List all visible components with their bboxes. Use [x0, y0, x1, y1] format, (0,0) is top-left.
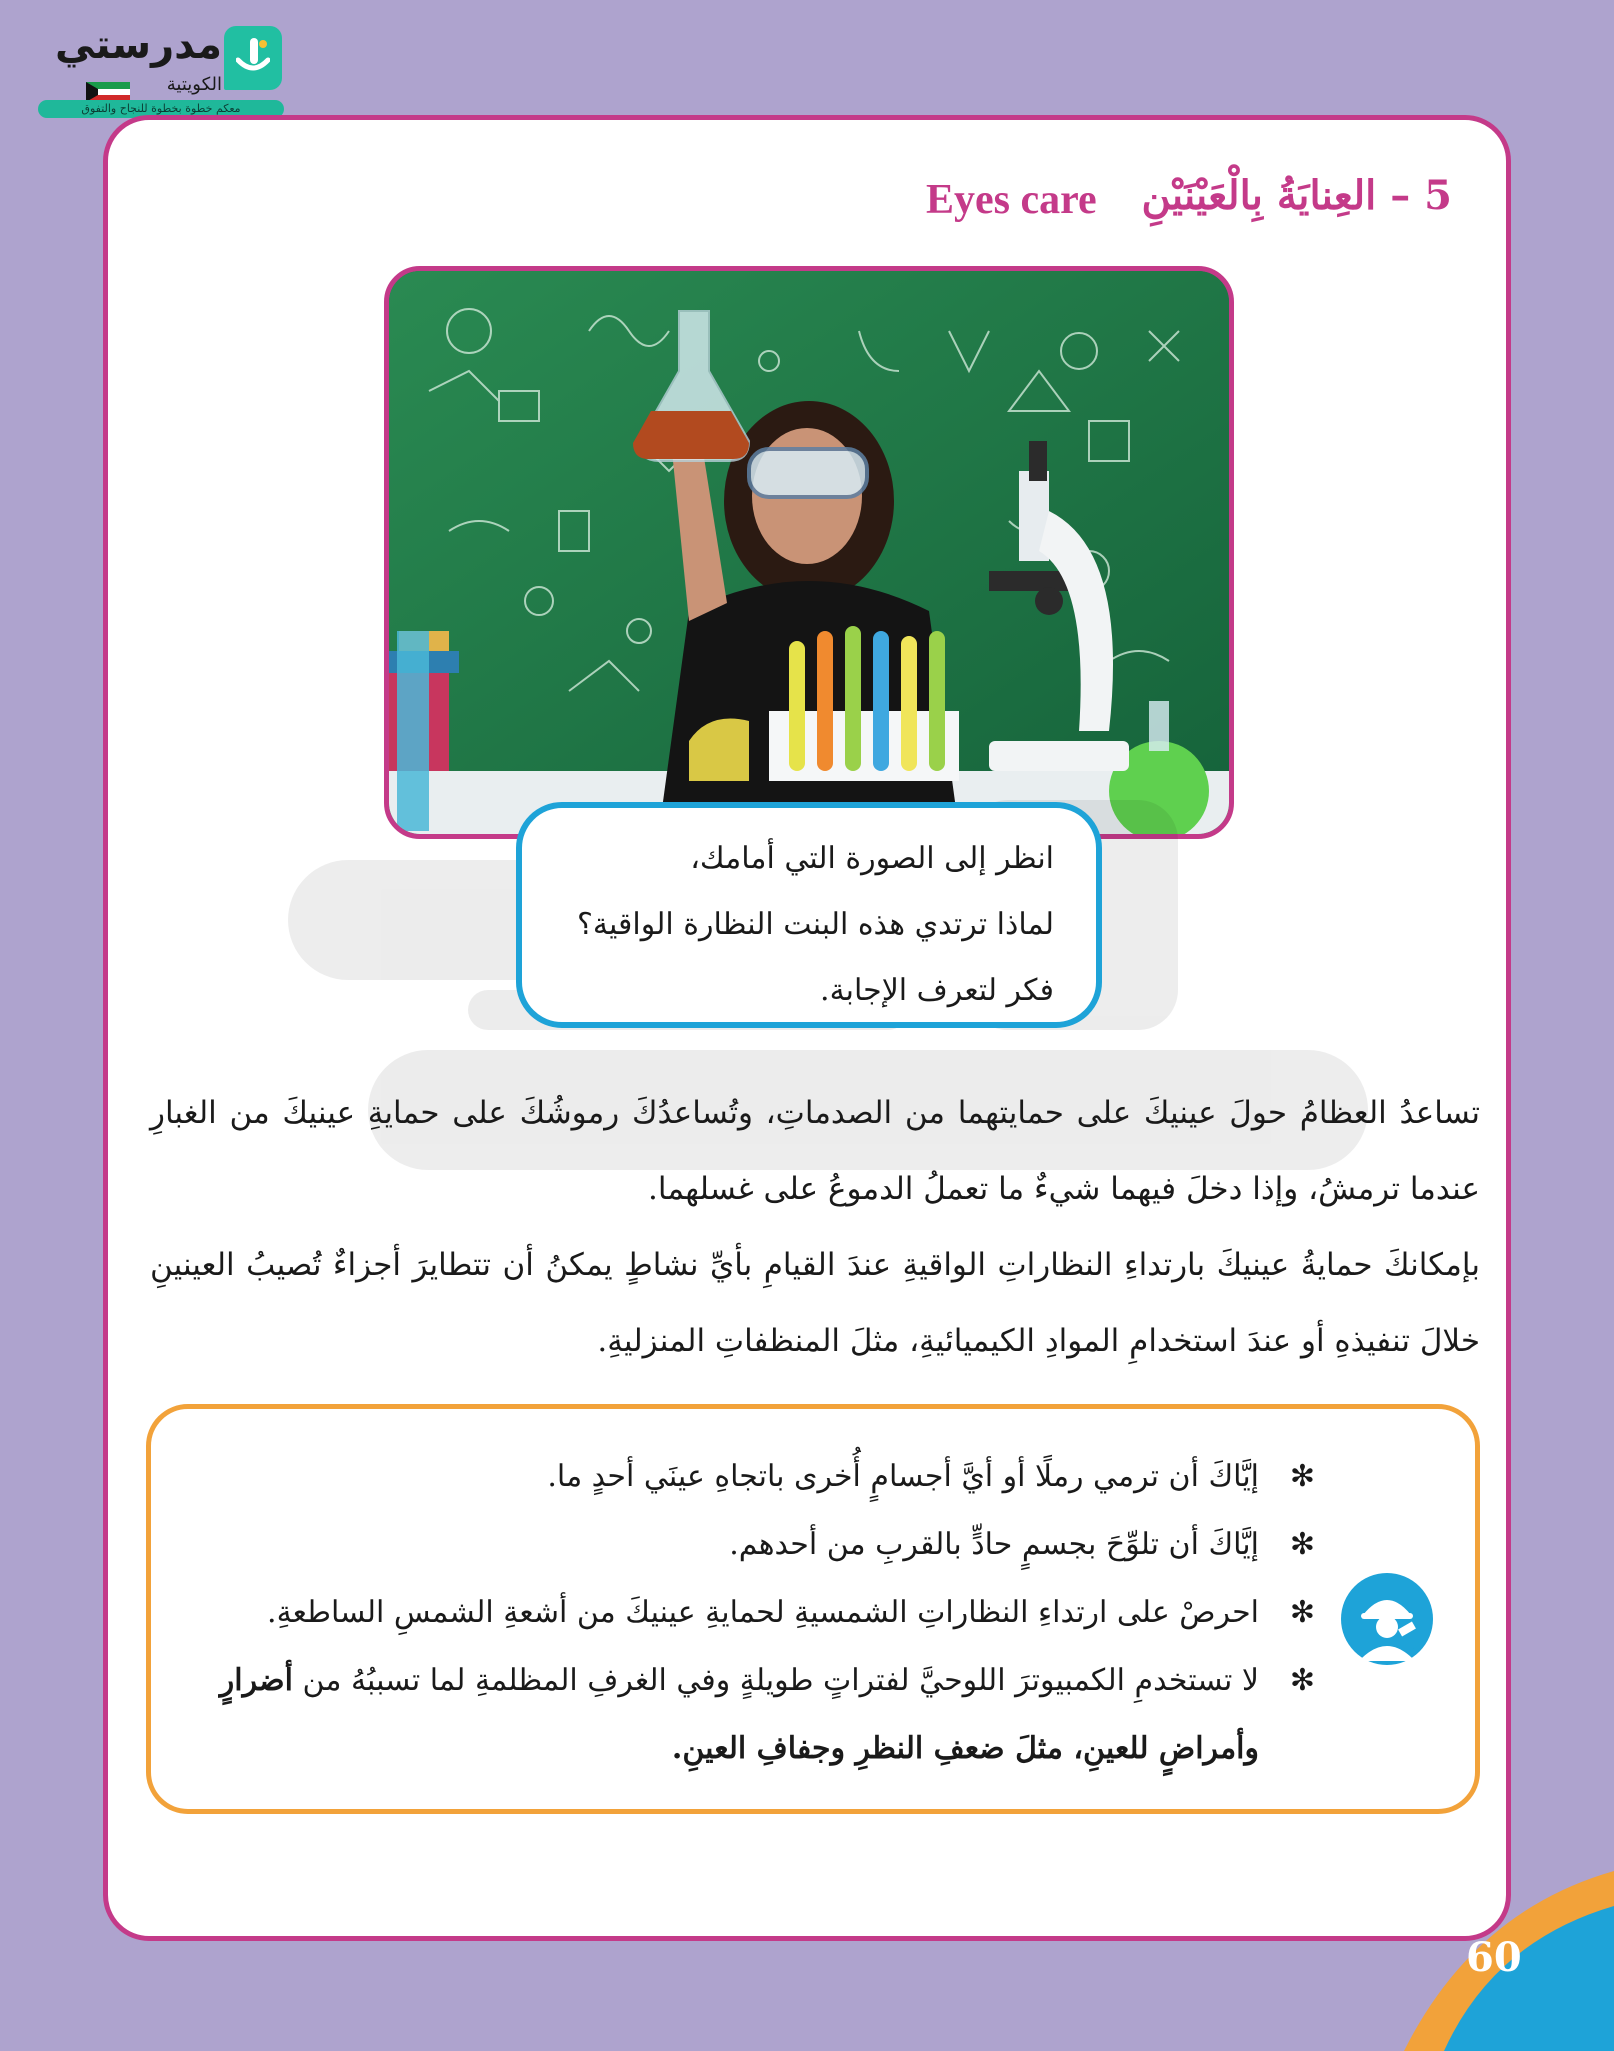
page-corner-decoration	[1284, 1851, 1614, 2051]
question-box	[516, 802, 1102, 1028]
section-title-arabic: 5 – العِنايَةُ بِالْعَيْنَيْنِ	[1141, 172, 1452, 219]
list-item: ✻ احرصْ على ارتداءِ النظاراتِ الشمسيةِ لحمايةِ عينيكَ من أشعةِ الشمسِ الساطعةِ.	[195, 1579, 1315, 1647]
safety-worker-icon	[1339, 1571, 1435, 1667]
kuwait-flag-icon	[86, 82, 130, 102]
tips-list	[195, 1443, 1315, 1783]
list-item: ✻ إيَّاكَ أن تلوِّحَ بجسمٍ حادٍّ بالقربِ من أحدهم.	[195, 1511, 1315, 1579]
list-item: ✻ لا تستخدمِ الكمبيوترَ اللوحيَّ لفتراتٍ طويلةٍ وفي الغرفِ المظلمةِ لما تسببُهُ من أضرارٍ وأمراضٍ للعينِ، مثلَ ضعفِ النظرِ وجفافِ العينِ.	[195, 1647, 1315, 1783]
paragraph-2: بإمكانكَ حمايةُ عينيكَ بارتداءِ النظاراتِ الواقيةِ عندَ القيامِ بأيِّ نشاطٍ يمكنُ أن تتطايرَ أجزاءٌ تُصيبُ العينينِ خلالَ تنفيذهِ أو عندَ استخدامِ الموادِ الكيميائيةِ، مثلَ المنظفاتِ المنزليةِ.	[150, 1247, 1480, 1359]
asterisk-bullet-icon: ✻	[1289, 1595, 1315, 1630]
page-card	[103, 115, 1511, 1941]
site-logo	[38, 22, 288, 122]
question-line-1: انظر إلى الصورة التي أمامك،	[690, 841, 1054, 876]
logo-name: مدرستي	[54, 22, 222, 68]
logo-mark-icon	[224, 26, 282, 90]
question-line-3: فكر لتعرف الإجابة.	[820, 973, 1054, 1008]
page-number: 60	[1466, 1934, 1522, 1981]
safety-tips-box	[146, 1404, 1480, 1814]
question-line-2: لماذا ترتدي هذه البنت النظارة الواقية؟	[577, 907, 1054, 942]
paragraph-1: تساعدُ العظامُ حولَ عينيكَ على حمايتهما من الصدماتِ، وتُساعدُكَ رموشُكَ على حمايةِ عينيكَ من الغبارِ عندما ترمشُ، وإذا دخلَ فيهما شيءٌ ما تعملُ الدموعُ على غسلهما.	[150, 1095, 1480, 1207]
tip-bold-continuation: أضرارٍ وأمراضٍ للعينِ، مثلَ ضعفِ النظرِ وجفافِ العينِ.	[219, 1663, 1259, 1766]
asterisk-bullet-icon: ✻	[1289, 1527, 1315, 1562]
list-item: ✻ إيَّاكَ أن ترمي رملًا أو أيَّ أجسامٍ أُخرى باتجاهِ عينَي أحدٍ ما.	[195, 1443, 1315, 1511]
logo-subtitle: الكويتية	[166, 74, 222, 95]
girl-with-goggles-photo	[384, 266, 1234, 839]
asterisk-bullet-icon: ✻	[1289, 1663, 1315, 1698]
asterisk-bullet-icon: ✻	[1289, 1459, 1315, 1494]
body-text	[150, 1075, 1480, 1379]
section-title-english: Eyes care	[926, 177, 1097, 223]
logo-tagline: معكم خطوة بخطوة للنجاح والتفوق	[38, 100, 284, 118]
